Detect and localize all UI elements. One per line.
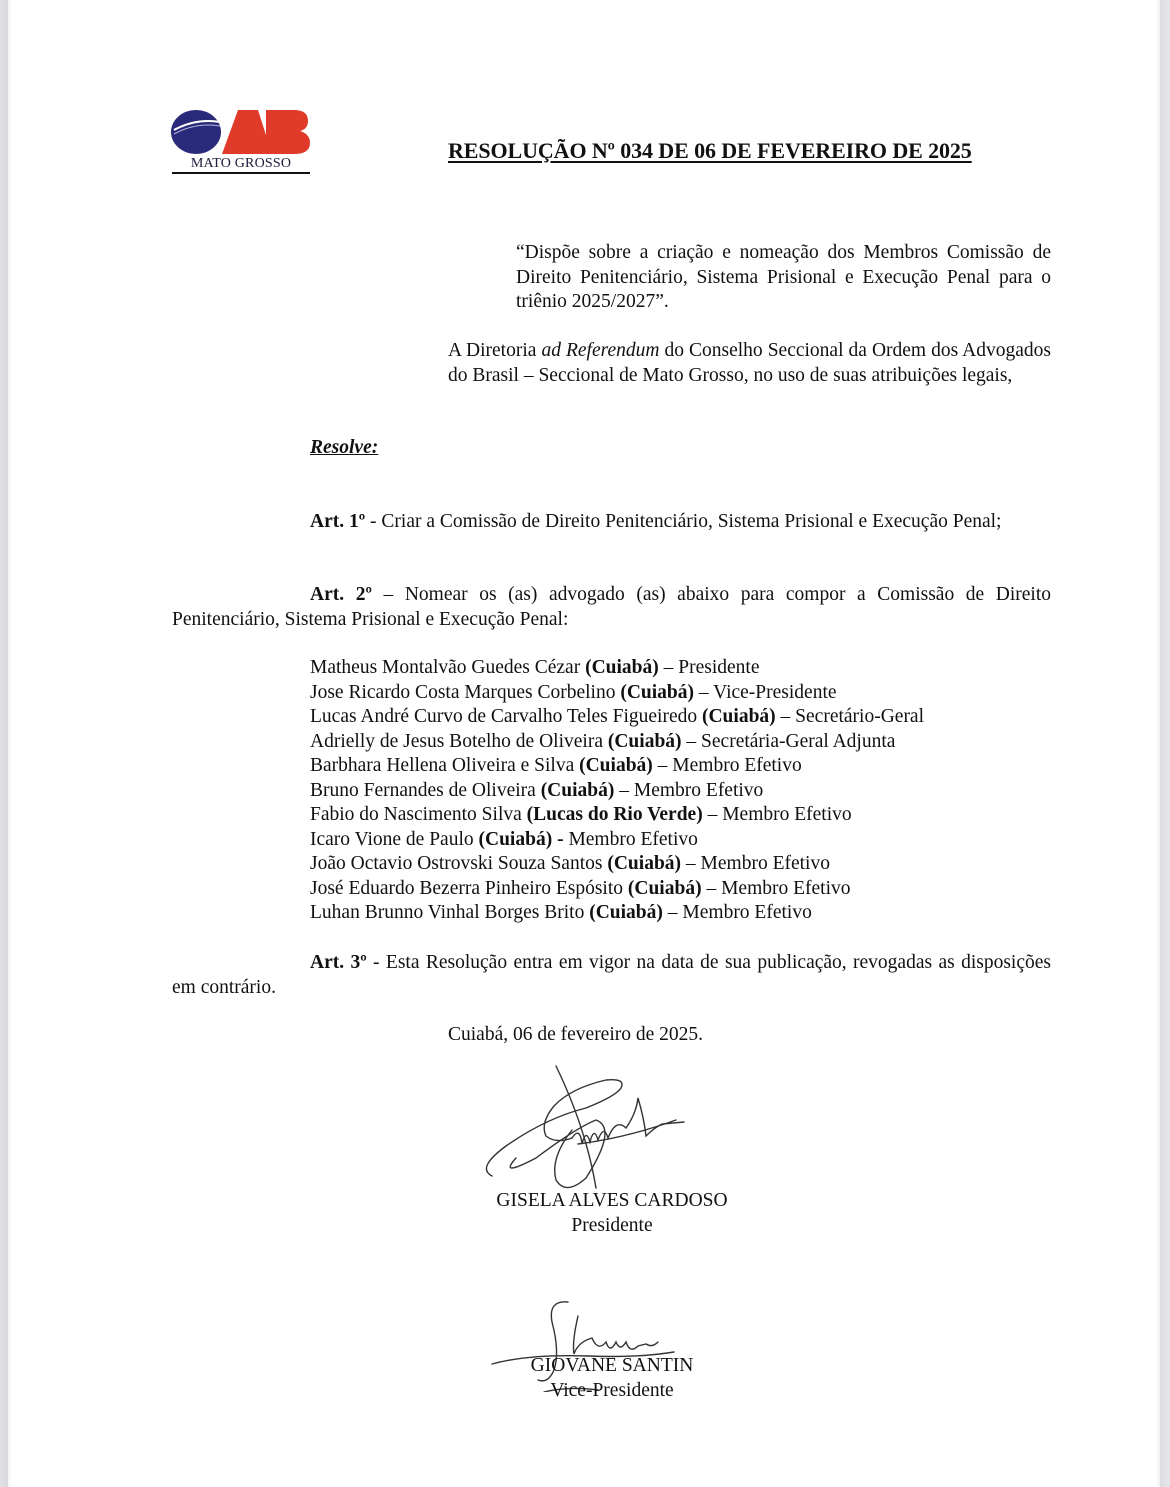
member-role: Secretária-Geral Adjunta xyxy=(701,730,896,752)
member-separator: – xyxy=(694,681,714,703)
member-role: Presidente xyxy=(678,657,760,678)
signature-president-icon xyxy=(476,1058,706,1198)
logo-subtitle: MATO GROSSO xyxy=(190,156,292,171)
member-city: (Cuiabá) xyxy=(585,657,659,678)
preamble xyxy=(448,339,1051,388)
signer-role: Vice-Presidente xyxy=(550,1379,674,1401)
signer-president xyxy=(452,1189,772,1238)
member-separator: – xyxy=(701,877,722,899)
member-city: (Cuiabá) xyxy=(607,853,682,874)
member-role: Membro Efetivo xyxy=(633,779,764,801)
member-city: (Cuiabá) xyxy=(579,755,653,776)
signer-vice-president xyxy=(452,1354,772,1403)
signer-role: Presidente xyxy=(571,1214,653,1236)
member-role: Membro Efetivo xyxy=(722,804,852,825)
list-item xyxy=(310,779,924,804)
member-separator: – xyxy=(662,902,683,923)
member-separator: – xyxy=(681,730,702,752)
list-item xyxy=(310,803,924,828)
member-city: (Cuiabá) xyxy=(589,902,663,923)
member-separator: – xyxy=(614,779,634,801)
preamble-italic: ad Referendum xyxy=(541,340,660,361)
list-item xyxy=(310,828,924,853)
article-text: – Nomear os (as) advogado (as) abaixo para compor a Comissão de Direito Penitenciário, Sistema Prisional e Execução Penal: xyxy=(172,584,1052,630)
member-name: João Octavio Ostrovski Souza Santos xyxy=(310,853,608,874)
article-label: Art. 2º xyxy=(310,584,372,605)
preamble-before: A Diretoria xyxy=(448,340,542,361)
article-label: Art. 3º xyxy=(310,952,367,973)
member-city: (Cuiabá) - xyxy=(478,828,564,850)
list-item xyxy=(310,754,924,779)
member-separator: – xyxy=(702,804,723,825)
list-item xyxy=(310,681,924,706)
preamble-after: do Conselho Seccional da Ordem dos Advogados do Brasil – Seccional de Mato Grosso, no uso de suas atribuições legais, xyxy=(448,340,1051,386)
page-edge-right xyxy=(1160,0,1170,1487)
list-item xyxy=(310,730,924,755)
article-text: - Criar a Comissão de Direito Penitenciário, Sistema Prisional e Execução Penal; xyxy=(365,511,1002,532)
member-city: (Cuiabá) xyxy=(607,730,682,752)
member-name: Luhan Brunno Vinhal Borges Brito xyxy=(310,902,590,923)
member-name: Lucas André Curvo de Carvalho Teles Figueiredo xyxy=(310,706,702,727)
page-edge-right-shadow xyxy=(1156,0,1160,1487)
list-item xyxy=(310,656,924,681)
resolve-heading: Resolve: xyxy=(310,437,379,458)
logo-underline xyxy=(172,172,310,174)
member-name: Jose Ricardo Costa Marques Corbelino xyxy=(310,681,621,703)
member-name: Fabio do Nascimento Silva xyxy=(310,804,527,825)
page-edge-left-shadow xyxy=(8,0,12,1487)
member-role: Secretário-Geral xyxy=(795,706,925,727)
list-item xyxy=(310,852,924,877)
article-1 xyxy=(172,510,1051,535)
member-separator: – xyxy=(775,706,796,727)
member-city: (Cuiabá) xyxy=(627,877,702,899)
member-role: Membro Efetivo xyxy=(682,902,812,923)
member-name: Barbhara Hellena Oliveira e Silva xyxy=(310,755,580,776)
member-role: Membro Efetivo xyxy=(721,877,851,899)
member-city: (Lucas do Rio Verde) xyxy=(526,804,703,825)
member-name: Icaro Vione de Paulo xyxy=(310,828,479,850)
member-name: Matheus Montalvão Guedes Cézar xyxy=(310,657,586,678)
document-title: RESOLUÇÃO Nº 034 DE 06 DE FEVEREIRO DE 2025 xyxy=(448,138,972,163)
member-name: Adrielly de Jesus Botelho de Oliveira xyxy=(310,730,608,752)
member-separator: – xyxy=(652,755,673,776)
members-list xyxy=(310,656,924,926)
article-2 xyxy=(172,583,1051,632)
member-separator: – xyxy=(681,853,701,874)
signer-name: GIOVANE SANTIN xyxy=(530,1355,694,1376)
page-edge-left xyxy=(0,0,8,1487)
member-name: Bruno Fernandes de Oliveira xyxy=(310,779,541,801)
ementa: “Dispõe sobre a criação e nomeação dos Membros Comissão de Direito Penitenciário, Sistema Prisional e Execução Penal para o triênio 2025/2027”. xyxy=(516,242,1051,312)
member-role: Membro Efetivo xyxy=(700,853,830,874)
member-role: Membro Efetivo xyxy=(568,828,698,850)
signer-name: GISELA ALVES CARDOSO xyxy=(496,1190,728,1211)
oab-logo xyxy=(170,108,312,176)
member-name: José Eduardo Bezerra Pinheiro Espósito xyxy=(310,877,628,899)
member-city: (Cuiabá) xyxy=(620,681,695,703)
place-date: Cuiabá, 06 de fevereiro de 2025. xyxy=(448,1024,704,1045)
oab-logo-icon xyxy=(170,108,312,156)
article-text: - Esta Resolução entra em vigor na data de sua publicação, revogadas as disposições em contrário. xyxy=(172,952,1051,998)
list-item xyxy=(310,901,924,926)
member-city: (Cuiabá) xyxy=(701,706,776,727)
article-label: Art. 1º xyxy=(310,511,366,532)
member-role: Vice-Presidente xyxy=(713,681,837,703)
member-role: Membro Efetivo xyxy=(672,755,802,776)
member-city: (Cuiabá) xyxy=(540,779,615,801)
list-item xyxy=(310,877,924,902)
list-item xyxy=(310,705,924,730)
member-separator: – xyxy=(658,657,679,678)
article-3 xyxy=(172,951,1051,1000)
